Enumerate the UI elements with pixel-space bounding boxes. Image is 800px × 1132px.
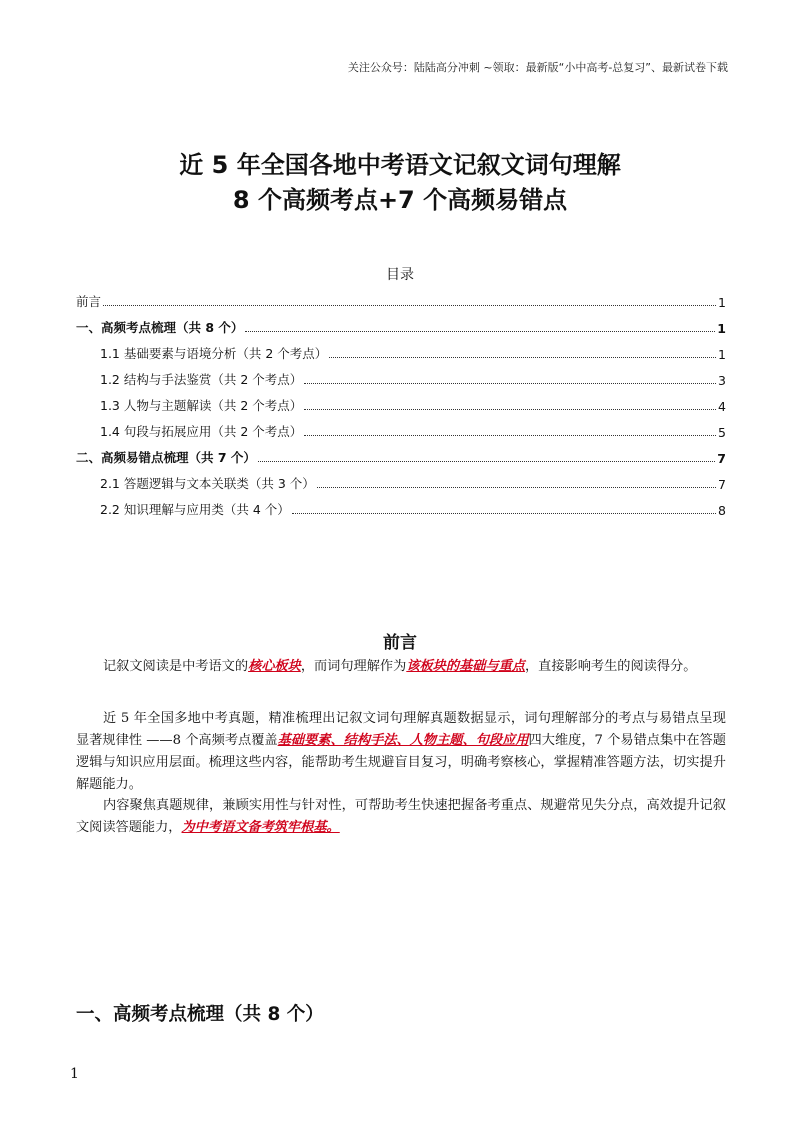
text-run: ，而词句理解作为 xyxy=(300,659,407,674)
toc-leader xyxy=(304,435,716,436)
toc-item-label: 2.2 知识理解与应用类（共 4 个） xyxy=(100,502,290,517)
toc-item-1-4[interactable] xyxy=(76,414,726,440)
toc-item-page: 1 xyxy=(718,347,726,362)
toc-leader xyxy=(329,357,716,358)
toc-item-label: 前言 xyxy=(76,294,102,309)
preface-paragraph-2 xyxy=(76,708,726,796)
toc-item-label: 1.3 人物与主题解读（共 2 个考点） xyxy=(100,398,303,413)
toc-item-1-1[interactable] xyxy=(76,336,726,362)
highlight-text: 该板块的基础与重点 xyxy=(406,659,525,674)
toc-item-2-1[interactable] xyxy=(76,466,726,492)
highlight-text: 核心板块 xyxy=(248,659,301,674)
toc-leader xyxy=(258,461,715,462)
text-run: 四大维度，7 个易错点集中在答题逻辑与知识应用层面。梳理这些内容，能帮助考生规避盲目复习，明确考察核心，掌握精准答题方法，切实提升解题能力。 xyxy=(76,733,726,792)
toc-item-label: 2.1 答题逻辑与文本关联类（共 3 个） xyxy=(100,476,315,491)
toc-leader xyxy=(317,487,716,488)
toc-leader xyxy=(304,409,716,410)
toc-item-page: 1 xyxy=(718,295,726,310)
toc-item-page: 8 xyxy=(718,503,726,518)
toc-item-page: 3 xyxy=(718,373,726,388)
toc-item-label: 1.2 结构与手法鉴赏（共 2 个考点） xyxy=(100,372,303,387)
toc-item-1-2[interactable] xyxy=(76,362,726,388)
document-title-line2: 8 个高频考点+7 个高频易错点 xyxy=(232,186,568,214)
highlight-text: 为中考语文备考筑牢根基。 xyxy=(181,820,340,835)
toc-item-page: 4 xyxy=(718,399,726,414)
preface-paragraph-1 xyxy=(76,656,726,678)
toc-leader xyxy=(245,331,715,332)
toc-item-label: 二、高频易错点梳理（共 7 个） xyxy=(76,450,256,465)
toc-item-preface[interactable] xyxy=(76,284,726,310)
toc-item-section-2[interactable] xyxy=(76,440,726,466)
toc-title: 目录 xyxy=(386,267,414,283)
section-heading-1: 一、高频考点梳理（共 8 个） xyxy=(76,1004,324,1025)
toc-leader xyxy=(292,513,716,514)
toc-item-1-3[interactable] xyxy=(76,388,726,414)
header-note: 关注公众号：陆陆高分冲刺 ~领取：最新版“小中高考-总复习”、最新试卷下载 xyxy=(347,61,728,74)
text-run: 内容聚焦真题规律，兼顾实用性与针对性，可帮助考生快速把握备考重点、规避常见失分点，高效提升记叙文阅读答题能力， xyxy=(76,798,726,835)
toc-item-page: 7 xyxy=(718,477,726,492)
text-run: 近 5 年全国多地中考真题，精准梳理出记叙文词句理解真题数据显示，词句理解部分的考点与易错点呈现显著规律性 ——8 个高频考点覆盖 xyxy=(76,711,726,748)
document-title-line1: 近 5 年全国各地中考语文记叙文词句理解 xyxy=(179,151,621,179)
toc-item-page: 5 xyxy=(718,425,726,440)
text-run: 记叙文阅读是中考语文的 xyxy=(103,659,249,674)
text-run: ，直接影响考生的阅读得分。 xyxy=(525,659,697,674)
toc-item-label: 一、高频考点梳理（共 8 个） xyxy=(76,320,244,335)
preface-title: 前言 xyxy=(383,633,417,653)
toc-item-page: 7 xyxy=(717,451,726,466)
toc-leader xyxy=(103,305,716,306)
table-of-contents xyxy=(76,284,726,518)
toc-leader xyxy=(304,383,716,384)
toc-item-2-2[interactable] xyxy=(76,492,726,518)
preface-paragraph-3 xyxy=(76,795,726,839)
highlight-text: 基础要素、结构手法、人物主题、句段应用 xyxy=(277,733,529,748)
toc-item-label: 1.1 基础要素与语境分析（共 2 个考点） xyxy=(100,346,328,361)
toc-item-section-1[interactable] xyxy=(76,310,726,336)
page-number: 1 xyxy=(70,1066,79,1082)
toc-item-page: 1 xyxy=(717,321,726,336)
toc-item-label: 1.4 句段与拓展应用（共 2 个考点） xyxy=(100,424,303,439)
